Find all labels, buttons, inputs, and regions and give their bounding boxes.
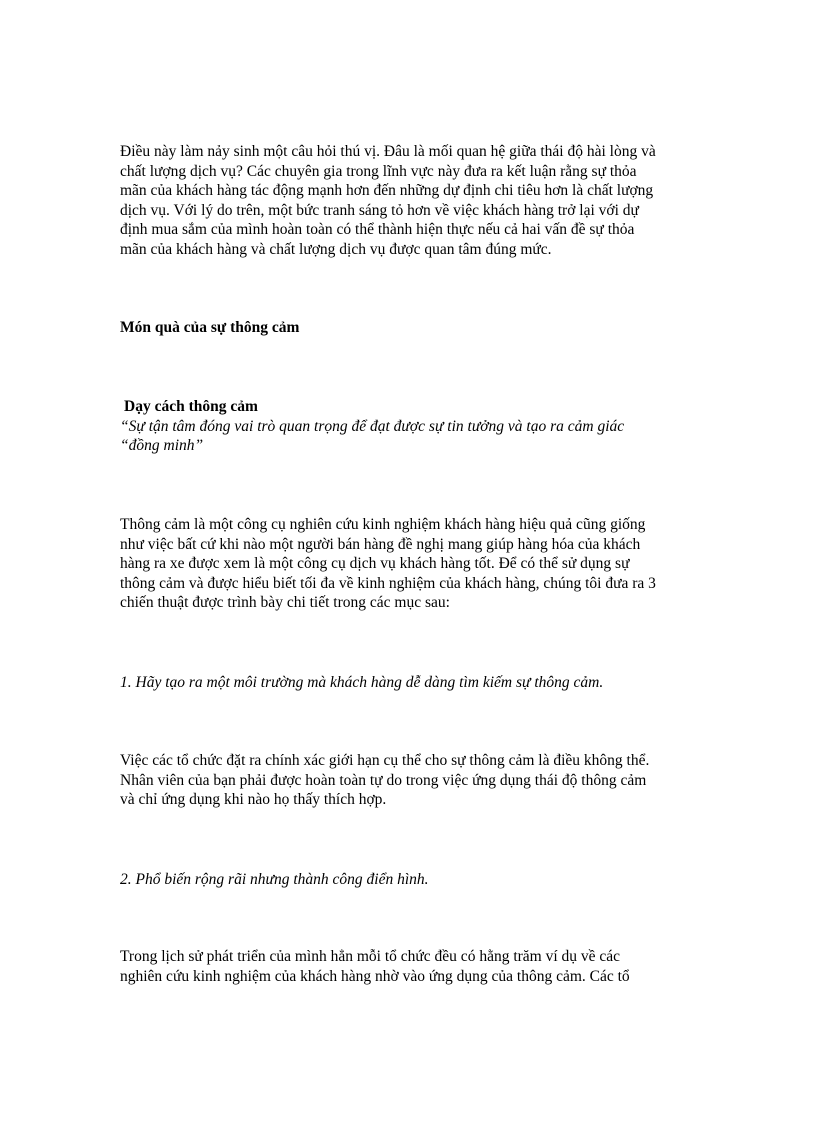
text-line: định mua sắm của mình hoàn toàn có thể thành hiện thực nếu cả hai vấn đề sự thỏa	[120, 221, 635, 238]
text-line: mãn của khách hàng và chất lượng dịch vụ được quan tâm đúng mức.	[120, 240, 552, 258]
body-paragraph	[120, 947, 705, 986]
list-item-1-title: 1. Hãy tạo ra một môi trường mà khách hàng dễ dàng tìm kiếm sự thông cảm.	[120, 674, 604, 691]
section-title: Món quà của sự thông cảm	[120, 319, 300, 336]
text-line: và chỉ ứng dụng khi nào họ thấy thích hợp.	[120, 791, 387, 808]
text-line: chất lượng dịch vụ? Các chuyên gia trong lĩnh vực này đưa ra kết luận rằng sự thỏa	[120, 162, 637, 180]
text-line: Thông cảm là một công cụ nghiên cứu kinh nghiệm khách hàng hiệu quả cũng giống	[120, 516, 646, 533]
text-line: Điều này làm nảy sinh một câu hỏi thú vị. Đâu là mối quan hệ giữa thái độ hài lòng và	[120, 143, 656, 160]
text-line: thông cảm và được hiểu biết tối đa về kinh nghiệm của khách hàng, chúng tôi đưa ra 3	[120, 574, 656, 592]
text-line: Việc các tổ chức đặt ra chính xác giới hạn cụ thể cho sự thông cảm là điều không thể.	[120, 752, 650, 769]
subsection	[120, 397, 705, 456]
quote-line: “Sự tận tâm đóng vai trò quan trọng để đạt được sự tin tưởng và tạo ra cảm giác	[120, 417, 625, 435]
text-line: nghiên cứu kinh nghiệm của khách hàng nhờ vào ứng dụng của thông cảm. Các tổ	[120, 967, 630, 985]
body-paragraph	[120, 751, 705, 810]
intro-paragraph	[120, 142, 705, 259]
text-line: dịch vụ. Với lý do trên, một bức tranh sáng tỏ hơn về việc khách hàng trở lại với dự	[120, 201, 639, 219]
list-item-2-title: 2. Phổ biến rộng rãi nhưng thành công điển hình.	[120, 871, 429, 888]
text-line: Trong lịch sử phát triển của mình hẳn mỗi tổ chức đều có hằng trăm ví dụ về các	[120, 948, 621, 965]
text-line: chiến thuật được trình bày chi tiết trong các mục sau:	[120, 594, 450, 611]
text-line: Nhân viên của bạn phải được hoàn toàn tự do trong việc ứng dụng thái độ thông cảm	[120, 771, 647, 789]
body-paragraph	[120, 515, 705, 613]
text-line: như việc bất cứ khi nào một người bán hàng đề nghị mang giúp hàng hóa của khách	[120, 535, 641, 553]
quote-line: “đồng minh”	[120, 437, 204, 454]
text-line: mãn của khách hàng tác động mạnh hơn đến những dự định chi tiêu hơn là chất lượng	[120, 182, 654, 199]
text-line: hàng ra xe được xem là một công cụ dịch vụ khách hàng tốt. Để có thể sử dụng sự	[120, 555, 630, 572]
subsection-title: Dạy cách thông cảm	[124, 398, 258, 415]
